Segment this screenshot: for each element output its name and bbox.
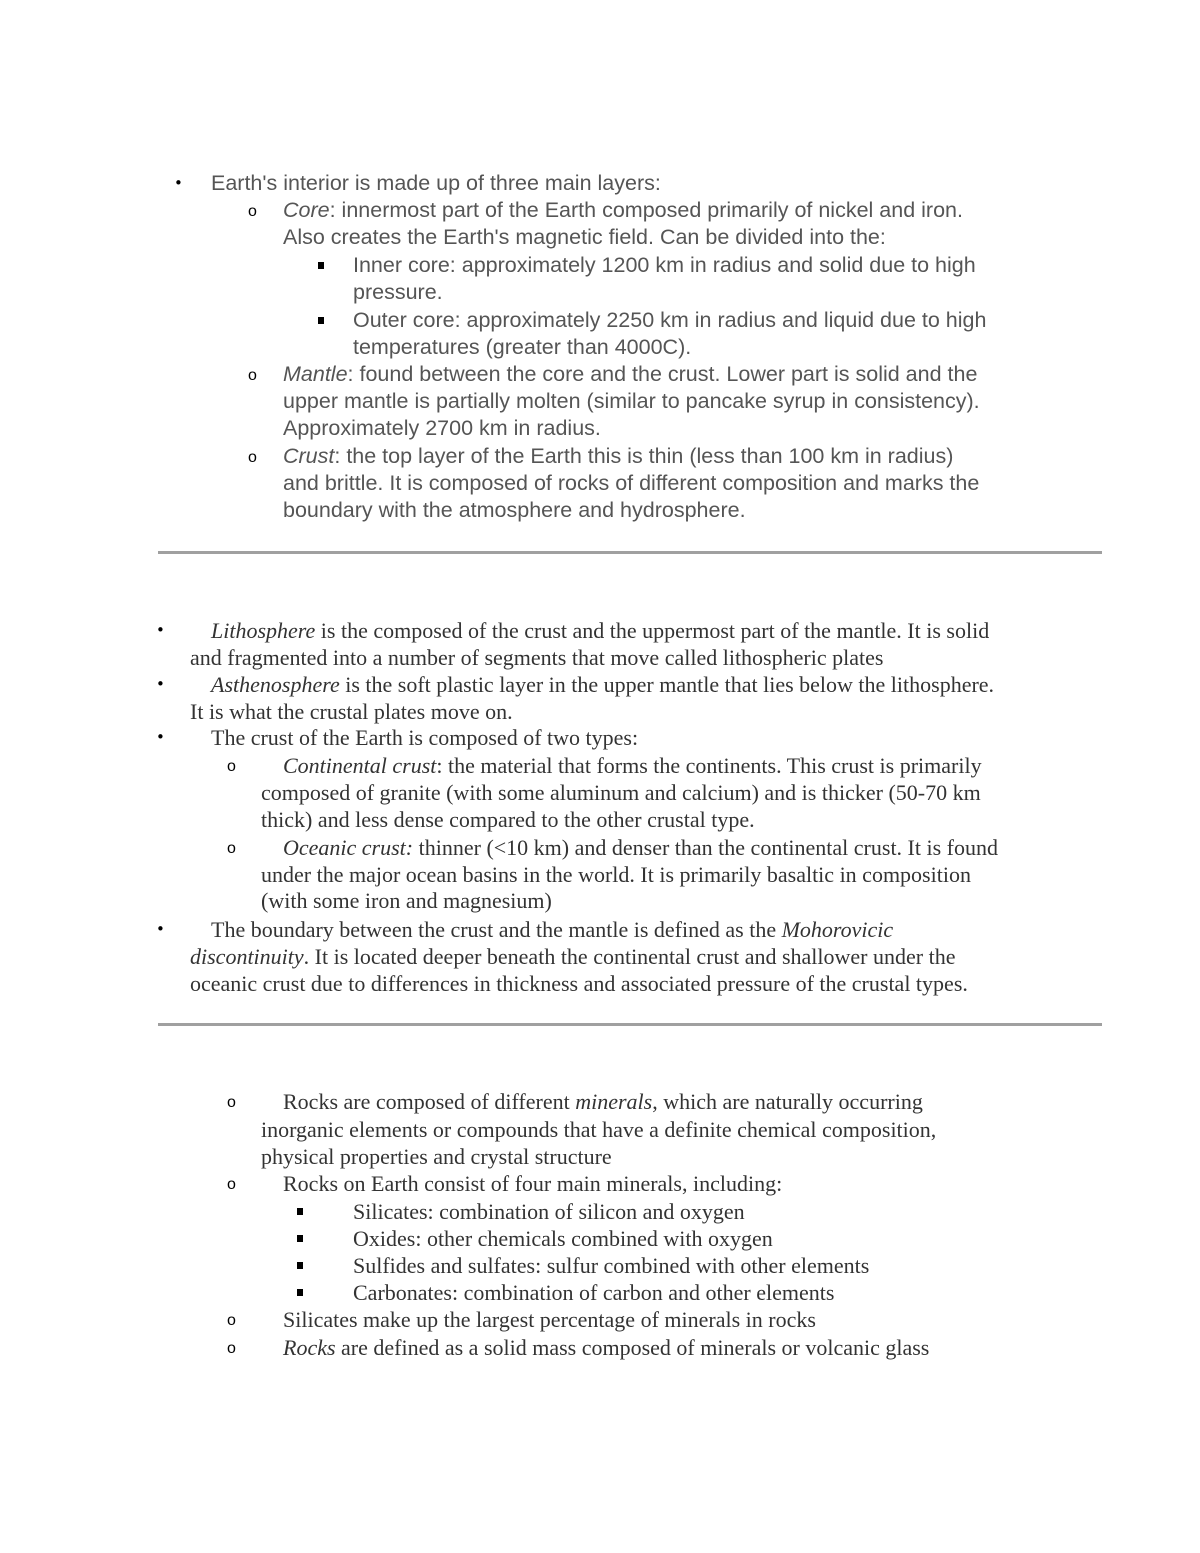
rocks-definition-text: are defined as a solid mass composed of minerals or volcanic glass [335,1335,930,1360]
bullet-circle: o [227,1094,236,1111]
bullet-circle: o [227,1340,236,1357]
lithosphere-line-1 [211,617,989,644]
moho-line-3: oceanic crust due to differences in thickness and associated pressure of the crustal types. [190,971,968,996]
crust-types-line: The crust of the Earth is composed of two types: [211,725,639,750]
bullet-circle: o [227,1312,236,1329]
bullet-circle: o [227,758,236,775]
rocks-term: Rocks [283,1335,336,1360]
mantle-line-2: upper mantle is partially molten (similar to pancake syrup in consistency). [283,389,980,413]
crust-line-3: boundary with the atmosphere and hydrosphere. [283,498,746,522]
bullet-circle: o [227,1176,236,1193]
rocks-line-3: physical properties and crystal structure [261,1144,612,1169]
moho-text-2: . It is located deeper beneath the continental crust and shallower under the [303,944,956,969]
bullet-circle: o [248,367,257,384]
continental-line-3: thick) and less dense compared to the other crustal type. [261,807,755,832]
bullet-square [318,262,324,269]
inner-core-line-1: Inner core: approximately 1200 km in radius and solid due to high [353,253,976,277]
rocks-text-2: , which are naturally occurring [652,1089,923,1114]
intro-text: Earth's interior is made up of three main layers: [211,171,661,195]
rocks-line-2: inorganic elements or compounds that have a definite chemical composition, [261,1117,937,1142]
asthenosphere-line-2: It is what the crustal plates move on. [190,699,513,724]
continental-term: Continental crust [283,753,437,778]
bullet-disc: • [174,174,183,192]
bullet-square [297,1235,303,1242]
bullet-disc: • [156,621,165,639]
oceanic-term: Oceanic crust: [283,835,414,860]
outer-core-line-1: Outer core: approximately 2250 km in radius and liquid due to high [353,308,987,332]
moho-line-1 [211,916,893,943]
asthenosphere-line-1 [211,671,994,698]
inner-core-line-2: pressure. [353,280,443,304]
crust-term: Crust [283,444,335,468]
lithosphere-line-2: and fragmented into a number of segments that move called lithospheric plates [190,645,884,670]
sulfides-line: Sulfides and sulfates: sulfur combined with other elements [353,1253,870,1278]
moho-line-2 [190,943,955,970]
oceanic-text: thinner (<10 km) and denser than the continental crust. It is found [413,835,998,860]
carbonates-line: Carbonates: combination of carbon and other elements [353,1280,835,1305]
rocks-line-1 [283,1088,923,1115]
bullet-circle: o [227,840,236,857]
bullet-square [318,317,324,324]
bullet-square [297,1208,303,1215]
oceanic-line-3: (with some iron and magnesium) [261,888,552,913]
core-line-2: Also creates the Earth's magnetic field. Can be divided into the: [283,225,886,249]
lithosphere-term: Lithosphere [211,618,316,643]
continental-line-1 [283,752,982,779]
outer-core-line-2: temperatures (greater than 4000C). [353,335,692,359]
core-term: Core [283,198,330,222]
silicates-line: Silicates: combination of silicon and oxygen [353,1199,745,1224]
horizontal-divider [158,551,1102,554]
horizontal-divider [158,1023,1102,1026]
lithosphere-text: is the composed of the crust and the uppermost part of the mantle. It is solid [315,618,990,643]
bullet-square [297,1289,303,1296]
rocks-definition-line [283,1334,929,1361]
bullet-disc: • [156,728,165,746]
silicates-largest-line: Silicates make up the largest percentage of minerals in rocks [283,1307,816,1332]
core-text: : innermost part of the Earth composed primarily of nickel and iron. [329,198,963,222]
oceanic-line-2: under the major ocean basins in the world. It is primarily basaltic in composition [261,862,971,887]
moho-term-2: discontinuity [190,944,304,969]
core-line-1 [283,197,963,224]
mantle-text: : found between the core and the crust. Lower part is solid and the [347,362,978,386]
oceanic-line-1 [283,834,998,861]
mantle-line-1 [283,361,977,388]
continental-text: : the material that forms the continents. This crust is primarily [436,753,982,778]
crust-line-1 [283,443,953,470]
mantle-term: Mantle [283,362,348,386]
bullet-disc: • [156,675,165,693]
bullet-circle: o [248,449,257,466]
crust-line-2: and brittle. It is composed of rocks of different composition and marks the [283,471,980,495]
asthenosphere-term: Asthenosphere [211,672,340,697]
asthenosphere-text: is the soft plastic layer in the upper mantle that lies below the lithosphere. [339,672,995,697]
moho-term: Mohorovicic [781,917,894,942]
bullet-disc: • [156,920,165,938]
bullet-square [297,1262,303,1269]
bullet-circle: o [248,203,257,220]
minerals-term: minerals [575,1089,653,1114]
four-minerals-line: Rocks on Earth consist of four main minerals, including: [283,1171,783,1196]
rocks-text: Rocks are composed of different [283,1089,576,1114]
mantle-line-3: Approximately 2700 km in radius. [283,416,601,440]
oxides-line: Oxides: other chemicals combined with oxygen [353,1226,773,1251]
continental-line-2: composed of granite (with some aluminum and calcium) and is thicker (50-70 km [261,780,981,805]
crust-text: : the top layer of the Earth this is thin (less than 100 km in radius) [334,444,954,468]
moho-text: The boundary between the crust and the mantle is defined as the [211,917,782,942]
